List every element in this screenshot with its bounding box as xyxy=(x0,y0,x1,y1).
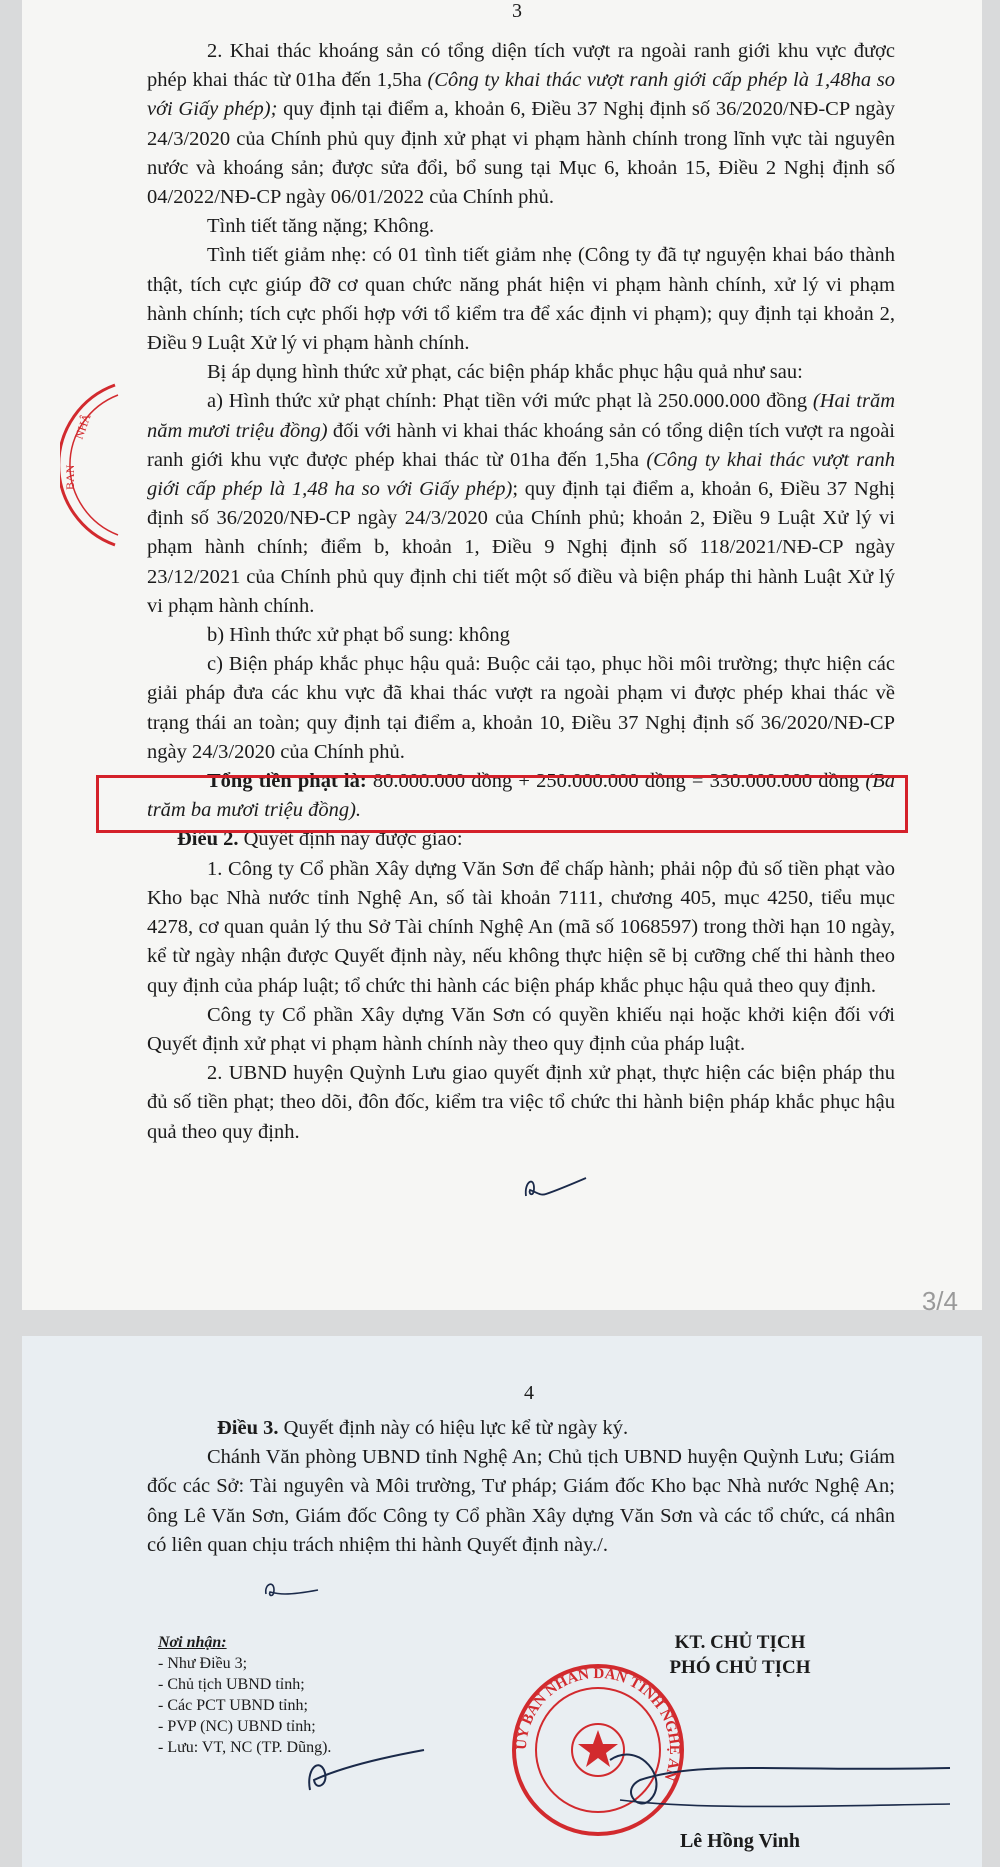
main-penalty: a) Hình thức xử phạt chính: Phạt tiền với mức phạt là 250.000.000 đồng (Hai trăm năm mươi triệu đồng) đối với hành vi khai thác khoáng sản có tổng diện tích vượt ra ngoài ranh giới khu vực được phép khai thác từ 01ha đến 1,5ha (Công ty khai thác vượt ranh giới cấp phép là 1,48 ha so với Giấy phép); quy định tại điểm a, khoản 6, Điều 37 Nghị định số 36/2020/NĐ-CP ngày 24/3/2020 của Chính phủ; khoản 2, Điều 9 Luật Xử lý vi phạm hành chính; điểm b, khoản 1, Điều 9 Nghị định số 118/2021/NĐ-CP ngày 23/12/2021 của Chính phủ quy định chi tiết một số điều và biện pháp thi hành Luật Xử lý vi phạm hành chính. xyxy=(147,390,896,617)
recipient-item: - PVP (NC) UBND tỉnh; xyxy=(158,1718,316,1735)
remedial-measures: c) Biện pháp khắc phục hậu quả: Buộc cải tạo, phục hồi môi trường; thực hiện các giải pháp đưa các khu vực đã khai thác vượt ra ngoài phạm vi được phép khai thác về trạng thái an toàn; quy định tại điểm a, khoản 10, Điều 37 Nghị định số 36/2020/NĐ-CP ngày 24/3/2020 của Chính phủ. xyxy=(147,653,895,763)
penalties-intro: Bị áp dụng hình thức xử phạt, các biện pháp khắc phục hậu quả như sau: xyxy=(207,361,803,384)
total-fine-highlight-box xyxy=(96,775,908,833)
svg-text:BAN: BAN xyxy=(63,464,77,490)
mitigating-circumstances: Tình tiết giảm nhẹ: có 01 tình tiết giảm nhẹ (Công ty đã tự nguyện khai báo thành thật, tích cực giúp đỡ cơ quan chức năng phát hiện vi phạm hành chính, xử lý vi phạm hành chính; tích cực phối hợp với tổ kiểm tra để xác định vi phạm); quy định tại khoản 2, Điều 9 Luật Xử lý vi phạm hành chính. xyxy=(147,244,895,355)
recipient-item: - Các PCT UBND tỉnh; xyxy=(158,1697,308,1714)
svg-text:NHÂ: NHÂ xyxy=(71,411,94,442)
recipients-heading: Nơi nhận: xyxy=(158,1634,227,1651)
svg-text:ỦY BAN NHÂN DÂN TỈNH NGHỆ AN: ỦY BAN NHÂN DÂN TỈNH NGHỆ AN xyxy=(513,1665,683,1783)
article-3-body: Chánh Văn phòng UBND tỉnh Nghệ An; Chủ tịch UBND huyện Quỳnh Lưu; Giám đốc các Sở: Tài nguyên và Môi trường, Tư pháp; Giám đốc Kho bạc Nhà nước Nghệ An; ông Lê Văn Sơn, Giám đốc Công ty Cổ phần Xây dựng Văn Sơn và các tổ chức, cá nhân có liên quan chịu trách nhiệm thi hành Quyết định này./. xyxy=(147,1446,895,1556)
recipient-item: - Chủ tịch UBND tỉnh; xyxy=(158,1676,305,1693)
paragraph-item-2: 2. Khai thác khoáng sản có tổng diện tích vượt ra ngoài ranh giới khu vực được phép khai thác từ 01ha đến 1,5ha (Công ty khai thác vượt ranh giới cấp phép là 1,48ha so với Giấy phép); quy định tại điểm a, khoản 6, Điều 37 Nghị định số 36/2020/NĐ-CP ngày 24/3/2020 của Chính phủ quy định xử phạt vi phạm hành chính trong lĩnh vực tài nguyên nước và khoáng sản; được sửa đổi, bổ sung tại Mục 6, khoản 15, Điều 2 Nghị định số 04/2022/NĐ-CP ngày 06/01/2022 của Chính phủ. xyxy=(147,40,896,209)
recipient-item: - Lưu: VT, NC (TP. Dũng). xyxy=(158,1739,332,1756)
article-2-item-2: 2. UBND huyện Quỳnh Lưu giao quyết định xử phạt, thực hiện các biện pháp thu đủ số tiền phạt; theo dõi, đôn đốc, kiểm tra việc tổ chức thi hành biện pháp khắc phục hậu quả theo quy định. xyxy=(147,1062,895,1143)
total-fine: Tổng tiền phạt là: 80.000.000 đồng + 250.000.000 đồng = 330.000.000 đồng (Ba trăm ba mươi triệu đồng). xyxy=(147,770,896,822)
page-3-body xyxy=(147,37,895,1147)
initial-signature-icon xyxy=(262,1576,322,1606)
page-number: 3 xyxy=(512,0,522,22)
sign-title-1: KT. CHỦ TỊCH xyxy=(674,1632,806,1653)
sign-title-2: PHÓ CHỦ TỊCH xyxy=(669,1657,811,1678)
handwritten-signature-icon xyxy=(300,1740,430,1800)
article-2-complaint-right: Công ty Cổ phần Xây dựng Văn Sơn có quyền khiếu nại hoặc khởi kiện đối với Quyết định xử phạt vi phạm hành chính này theo quy định của pháp luật. xyxy=(147,1003,895,1055)
page-count-label: 3/4 xyxy=(921,1286,958,1316)
page-4-body xyxy=(147,1414,895,1560)
supplementary-penalty: b) Hình thức xử phạt bổ sung: không xyxy=(207,624,510,647)
signer-name: Lê Hồng Vinh xyxy=(679,1830,801,1852)
recipient-item: - Như Điều 3; xyxy=(158,1655,248,1672)
article-2-item-1: 1. Công ty Cổ phần Xây dựng Văn Sơn để chấp hành; phải nộp đủ số tiền phạt vào Kho bạc Nhà nước tỉnh Nghệ An, số tài khoản 7111, chương 405, mục 4250, tiểu mục 4278, cơ quan quản lý thu Sở Tài chính Nghệ An (mã số 1068597) trong thời hạn 10 ngày, kể từ ngày nhận được Quyết định này, nếu không thực hiện sẽ bị cưỡng chế thi hành theo quy định của pháp luật; tổ chức thi hành các biện pháp khắc phục hậu quả theo quy định. xyxy=(147,857,895,997)
partial-stamp-icon xyxy=(60,380,120,550)
initial-signature-icon xyxy=(520,1168,590,1208)
article-3-heading: Điều 3. Quyết định này có hiệu lực kể từ ngày ký. xyxy=(217,1417,629,1439)
article-2-heading: Điều 2. Quyết định này được giao: xyxy=(177,828,463,851)
chairman-signature-icon xyxy=(580,1720,960,1830)
aggravating-circumstances: Tình tiết tăng nặng; Không. xyxy=(207,215,435,238)
page-number: 4 xyxy=(524,1382,534,1404)
